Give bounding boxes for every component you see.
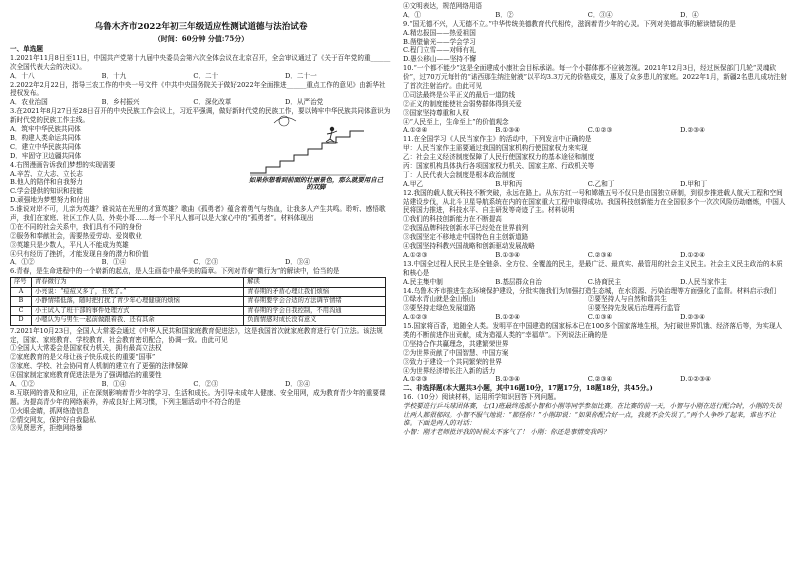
option-a[interactable]: A.辛苦、立大志、立长志 xyxy=(10,169,83,178)
table-row[interactable] xyxy=(11,316,386,326)
statement-4: ④国家制定家庭教育促进法是为了强调德治的重要性 xyxy=(10,371,162,380)
option-d[interactable]: D.人民当家作主 xyxy=(680,277,727,286)
option-c[interactable]: C.学会提供的知识和技能 xyxy=(10,187,83,196)
statement-4: ④我国坚持科教兴国战略和创新驱动发展战略 xyxy=(403,242,535,251)
option-d[interactable]: D.甲和丁 xyxy=(680,179,708,188)
option-c[interactable]: C.②③④ xyxy=(587,375,613,384)
table-cell: B xyxy=(11,297,32,307)
option-c[interactable]: C.程门立雪——对师有礼 xyxy=(403,46,476,55)
question-9 xyxy=(403,20,788,64)
option-d[interactable]: D．二十一 xyxy=(285,71,317,80)
option-b[interactable]: B．①④ xyxy=(101,380,127,389)
statement-2: 乙：社会主义经济制度保障了人民行使国家权力的基本途径和制度 xyxy=(403,153,595,162)
question-stem: 16.（10分）阅读材料，运用所学知识回答下列问题。 xyxy=(403,393,561,402)
question-5 xyxy=(10,205,392,267)
option-b[interactable]: B.凿壁偷光——学会学习 xyxy=(403,37,476,46)
statement-4: 丁：人民代表大会制度是根本政治制度 xyxy=(403,170,516,179)
option-b[interactable]: B.①③④ xyxy=(495,375,521,384)
question-stem: 11.在全国学习《人民当家作主》的活动中，下列发言中正确的是 xyxy=(403,135,592,144)
statement-3: ③英雄只是少数人，平凡人不能成为英雄 xyxy=(10,240,129,249)
comic-illustration xyxy=(246,115,386,201)
statement-1: ①绿水青山就是金山银山 xyxy=(403,295,476,304)
statement-list xyxy=(403,295,788,313)
statement-1: ①在不同的社会关系中，我们具有不同的身份 xyxy=(10,222,142,231)
question-13 xyxy=(403,260,788,287)
table-cell: 小嗯认为与男生一起前做跟着我、还有其余 xyxy=(32,316,244,326)
option-d[interactable]: D．牢固守卫边疆共同体 xyxy=(10,151,82,160)
statement-4: ④“人民至上，生命至上”的价值观念 xyxy=(403,117,509,126)
option-b[interactable]: B．乡村振兴 xyxy=(101,98,140,107)
option-a[interactable]: A.甲乙 xyxy=(403,179,424,188)
option-b[interactable]: B.①③④ xyxy=(495,126,521,135)
statement-1: ①火眼金睛，抓网络造信息 xyxy=(10,406,90,415)
question-stem: 14.乌鲁木齐市推进生态环境保护建设，分批实施我们为加强打造生态城，在水资源、污染治理等方面强化了监督。材料启示我们 xyxy=(403,286,777,295)
statement-1: ①我们的科技创新能力在不断提高 xyxy=(403,215,502,224)
statement-2: ②我国品牌科技创新水平已经处在世界前列 xyxy=(403,224,529,233)
question-stem: 12.我国的载人航天科技不断突破，永远在路上。从东方红一号和嫦娥五号不仅只是由国独立研制，到很步推进载人航天工程和空间站建设步伐，从北斗卫星导航系统在内的在国家重大工程中取得成功。我国科技创新能力在全国很多个一次次风险历劫磨炼，中国人民将国力推进，科技水平、自主研发等奇迹了主。材料说明 xyxy=(403,188,786,215)
statement-4: ④文明表达，规范网络用语 xyxy=(403,2,483,10)
option-c[interactable]: C.①②③ xyxy=(587,126,613,135)
option-b[interactable]: B.甲和丙 xyxy=(495,179,523,188)
option-c[interactable]: C．②③ xyxy=(193,380,219,389)
statement-3: ③要坚持走绿色发展道路 xyxy=(403,304,476,313)
option-d[interactable]: D.顽强地为梦想努力和付出 xyxy=(10,196,90,205)
option-a[interactable]: A.①②③ xyxy=(403,313,428,322)
table-cell: 负面情感对成长没有意义 xyxy=(244,316,386,326)
question-options xyxy=(10,258,392,267)
option-b[interactable]: B．② xyxy=(495,10,514,19)
reading-material: 学校要进行乒乓球团体赛，七(1)班最终选派小智和小刚等同学参加比赛。在比赛的前一天，小智与小刚在进行配合时，小刚的失误让两人都很郁闷。小智不服气地说：“都怪你！”小刚却说：“如果你配合好一点，我就不会失误了。”两个人争吵了起来，谁也不让谁。下面是两人的对话： xyxy=(403,402,782,428)
option-a[interactable]: A．农业治国 xyxy=(10,98,48,107)
table-cell: 青春期要学会合适的方法调节情绪 xyxy=(244,297,386,307)
statement-2: ②正义的制度能使社会弱势群体得到关爱 xyxy=(403,99,522,108)
question-stem: 15.国家将百香，追随全人类。发明平在中国建造的国家标本已在100多个国家落地生根，为打破世界饥饿、经济落后等，为实现人类的不断前进作出贡献，成为造福人类的“幸福草”。下列说法正确的是 xyxy=(403,322,783,339)
table-cell: 小静情绪低落，随时把打扰了青少年心理健康的烦恼 xyxy=(32,297,244,307)
statement-3: ③见贤思齐，拒绝网络暴 xyxy=(10,424,83,433)
question-16 xyxy=(403,393,788,436)
table-cell: 小亮说：“痘痘又多了，丑死了。” xyxy=(32,287,244,297)
section-single-choice: 一、单选题 xyxy=(10,45,43,54)
table-cell: 青春期的学会自我控制，不用沟通 xyxy=(244,306,386,316)
question-4 xyxy=(10,161,392,205)
table-cell: D xyxy=(11,316,32,326)
option-c[interactable]: C.②③④ xyxy=(587,250,613,259)
statement-4: ④要坚持先发展后治理再行监管 xyxy=(587,304,681,313)
option-d[interactable]: D．③④ xyxy=(285,258,311,267)
statement-2: ②服务和奉献社会，需要热爱劳动、爱岗敬业 xyxy=(10,231,142,240)
question-options xyxy=(403,180,788,189)
option-d[interactable]: D．③④ xyxy=(285,380,311,389)
option-d[interactable]: D.①②④ xyxy=(680,250,706,259)
option-a[interactable]: A．①② xyxy=(10,258,35,267)
question-stem: 1.2021年11月8日至11日，中国共产党第十九届中央委员会第六次全体会议在北京召开，全会审议通过了《关于百年党的重______次全国代表大会的决议》。 xyxy=(10,53,391,71)
table-header: 解读 xyxy=(244,278,386,288)
option-d[interactable]: D.②③④ xyxy=(680,126,706,135)
option-b[interactable]: B.基层群众自治 xyxy=(495,277,542,286)
stairs-comic-icon xyxy=(246,115,386,177)
question-stem: 4.右图漫画告诉我们梦想的实现需要 xyxy=(10,160,116,169)
option-b[interactable]: B.①②④ xyxy=(495,313,521,322)
statement-1: ①全国人大常委会是国家权力机关，拥有最高立法权 xyxy=(10,344,162,353)
exam-subtitle: （时间：60分钟 分值:75分） xyxy=(153,33,249,43)
question-options xyxy=(10,98,392,107)
statement-1: 甲：人民当家作主需要通过我国的国家机构行使国家权力来实现 xyxy=(403,144,588,153)
option-c[interactable]: C.乙和丁 xyxy=(587,179,615,188)
question-8 xyxy=(10,389,392,433)
table-header: 青春微行为 xyxy=(32,278,244,288)
statement-3: ③国家坚持尊重和人权 xyxy=(403,108,469,117)
question-stem: 13.中国全过程人民民主是全链条、全方位、全覆盖的民主，是最广泛、最真实、最管用的社会主义民主。社会主义民主政治的本质和核心是 xyxy=(403,259,783,277)
table-row[interactable] xyxy=(11,297,386,307)
option-c[interactable]: C．建立中华民族共同体 xyxy=(10,142,81,151)
question-options xyxy=(10,380,392,389)
question-6 xyxy=(10,267,392,325)
question-12 xyxy=(403,189,788,260)
option-b[interactable]: B.他人的陪伴和自我努力 xyxy=(10,178,83,187)
question-options xyxy=(403,11,788,20)
option-b[interactable]: B．①④ xyxy=(101,258,127,267)
table-cell: C xyxy=(11,306,32,316)
option-c[interactable]: C．②③ xyxy=(193,258,219,267)
option-c[interactable]: C.协商民主 xyxy=(587,277,622,286)
statement-3: 丙：国家机构具体执行各项国家权力机关、国家主席、行政机关等 xyxy=(403,162,595,171)
option-d[interactable]: D．④ xyxy=(680,10,699,19)
option-b[interactable]: B.①③④ xyxy=(495,250,521,259)
option-d[interactable]: D.②③④ xyxy=(680,313,706,322)
table-header: 序号 xyxy=(11,278,32,288)
question-11 xyxy=(403,135,788,188)
option-c[interactable]: C.①③④ xyxy=(587,313,613,322)
exam-title: 乌鲁木齐市2022年初三年级适应性测试道德与法治试卷 xyxy=(94,22,308,32)
option-c[interactable]: C．③④ xyxy=(587,10,613,19)
statement-4: ④为世界经济增长注入新的活力 xyxy=(403,366,496,375)
table-cell: A xyxy=(11,287,32,297)
option-a[interactable]: A．① xyxy=(403,10,421,19)
statement-2: ②情交网友，保护好自我隐私 xyxy=(10,415,96,424)
statement-3: ③我国坚定不移地走中国特色自主创新道路 xyxy=(403,233,529,242)
option-c[interactable]: C．深化改革 xyxy=(193,98,232,107)
statement-2: ②为世界贡献了中国智慧、中国方案 xyxy=(403,348,509,357)
left-column xyxy=(0,0,396,562)
question-options xyxy=(10,72,392,81)
question-stem: 9.“国无德不兴，人无德不立。”中华传统美德教育代代相传，滋润着青少年的心灵。下列对美德故事的解读错误的是 xyxy=(403,19,736,28)
statement-3: ③家庭、学校、社会协同育人机制的建立有了更强的法律保障 xyxy=(10,362,189,371)
table-cell: 小王试入了班干部的事件处理方式 xyxy=(32,306,244,316)
option-c[interactable]: C．二十 xyxy=(193,71,219,80)
statement-2: ②要坚持人与自然和谐共生 xyxy=(587,295,667,304)
question-14 xyxy=(403,287,788,323)
table-row[interactable] xyxy=(11,306,386,316)
question-stem: 6.青春，是生命进程中的一个崭新的起点，是人生画卷中最华美的篇章。下列对青春“微行为”的解读中，恰当的是 xyxy=(10,267,340,276)
question-stem: 7.2021年10月23日，全国人大常委会通过《中华人民共和国家庭教育促进法》，这是我国首次就家庭教育进行专门立法。该法规定，国家、家庭教育、学校教育、社会教育密切配合，协调一致。由此可见 xyxy=(10,326,383,344)
question-8-continued xyxy=(403,2,788,20)
question-options xyxy=(403,278,788,287)
option-a[interactable]: A．①② xyxy=(10,380,35,389)
option-d[interactable]: D.愚公移山——坚持不懈 xyxy=(403,55,477,64)
option-a[interactable]: A.①②③ xyxy=(403,250,428,259)
table-header-row xyxy=(11,278,386,288)
statement-4: ④只有经历了挫折，才能发现自身的潜力和价值 xyxy=(10,249,149,258)
question-stem: 2.2022年2月22日，指导三农工作的中央一号文件《中共中央国务院关于做好2022年全面推进______重点工作的意见》由新华社授权发布。 xyxy=(10,80,386,98)
question-options xyxy=(403,251,788,260)
question-options xyxy=(403,375,788,384)
option-a[interactable]: A．筑牢中华民族共同体 xyxy=(10,125,81,134)
option-b[interactable]: B．构建人类命运共同体 xyxy=(10,133,81,142)
statement-3: ③致力于建设一个共同繁荣的世界 xyxy=(403,357,502,366)
statement-1: ①坚持合作共赢理念，共建繁荣世界 xyxy=(403,339,509,348)
question-stem: 3.在2021年8月27日至28日召开的中央民族工作会议上，习近平强调，做好新时代党的民族工作，要以铸牢中华民族共同体意识为新时代党的民族工作主线。 xyxy=(10,107,391,125)
question-10 xyxy=(403,64,788,135)
option-d[interactable]: D．从严治党 xyxy=(285,98,324,107)
table-row[interactable] xyxy=(11,287,386,297)
table-cell: 青春期的矛盾心理让我们烦恼 xyxy=(244,287,386,297)
option-a[interactable]: A.①②③ xyxy=(403,375,428,384)
option-a[interactable]: A．十八 xyxy=(10,71,35,80)
youth-behavior-table xyxy=(10,277,386,326)
section-non-choice: 二、非选择题(本大题共3小题，其中16题10分，17题17分，18题18分，共45分。) xyxy=(403,384,653,393)
comic-caption: 如果你想看到前面的壮丽景色，那么就要用自己的双脚 xyxy=(248,175,384,192)
option-a[interactable]: A.①②④ xyxy=(403,126,428,135)
question-1 xyxy=(10,54,392,81)
question-stem: 10.“一个都不能少”这是全面建成小康社会目标承诺。每一个小群体都不应被忽视。2021年12月3日，经过医保部门几轮“灵魂砍价”，过70万元每针的“诺西那生纳注射液”以平均3.3万元的价格成交，惠及了众多患儿的家庭。2022年1月，新疆2名患儿成功注射了首次注射治疗。由此可见 xyxy=(403,64,787,91)
question-7 xyxy=(10,327,392,389)
dialogue-line: 小智：刚才老师批评我的时候太不客气了！ 小刚：你还是事情变我吗？ xyxy=(403,427,610,436)
question-15 xyxy=(403,322,788,384)
option-b[interactable]: B．十九 xyxy=(101,71,127,80)
question-stem: 8.互联网的普及和应用，正在深刻影响着青少年的学习、生活和成长。为引导未成年人健康、安全用网，成为教育青少年的重要课题。为提高青少年的网络素养，养成良好上网习惯，下列主题活动中不符合的是 xyxy=(10,388,386,406)
statement-1: ①司法最终是公平正义的最后一道防线 xyxy=(403,90,516,99)
question-stem: 5.谁说对岸不可，儿亲为英雄？谁说站在光里的才算英雄？歌曲《孤勇者》蕴含着勇气与热血，让我多人产生共鸣。聆听、感悟歌声，我们在家庭、社区工作人员、外卖小哥……每一个平凡人都可以是大家心中的“孤勇者”。材料体现出 xyxy=(10,205,386,222)
option-a[interactable]: A.精忠报国——热爱祖国 xyxy=(403,28,476,37)
statement-2: ②家庭教育的是父母让孩子快乐成长的重要“国事” xyxy=(10,353,156,362)
right-column xyxy=(397,0,794,562)
option-d[interactable]: D.①②③④ xyxy=(680,375,711,384)
question-2 xyxy=(10,81,392,108)
option-a[interactable]: A.民主集中制 xyxy=(403,277,443,286)
question-options xyxy=(403,313,788,322)
